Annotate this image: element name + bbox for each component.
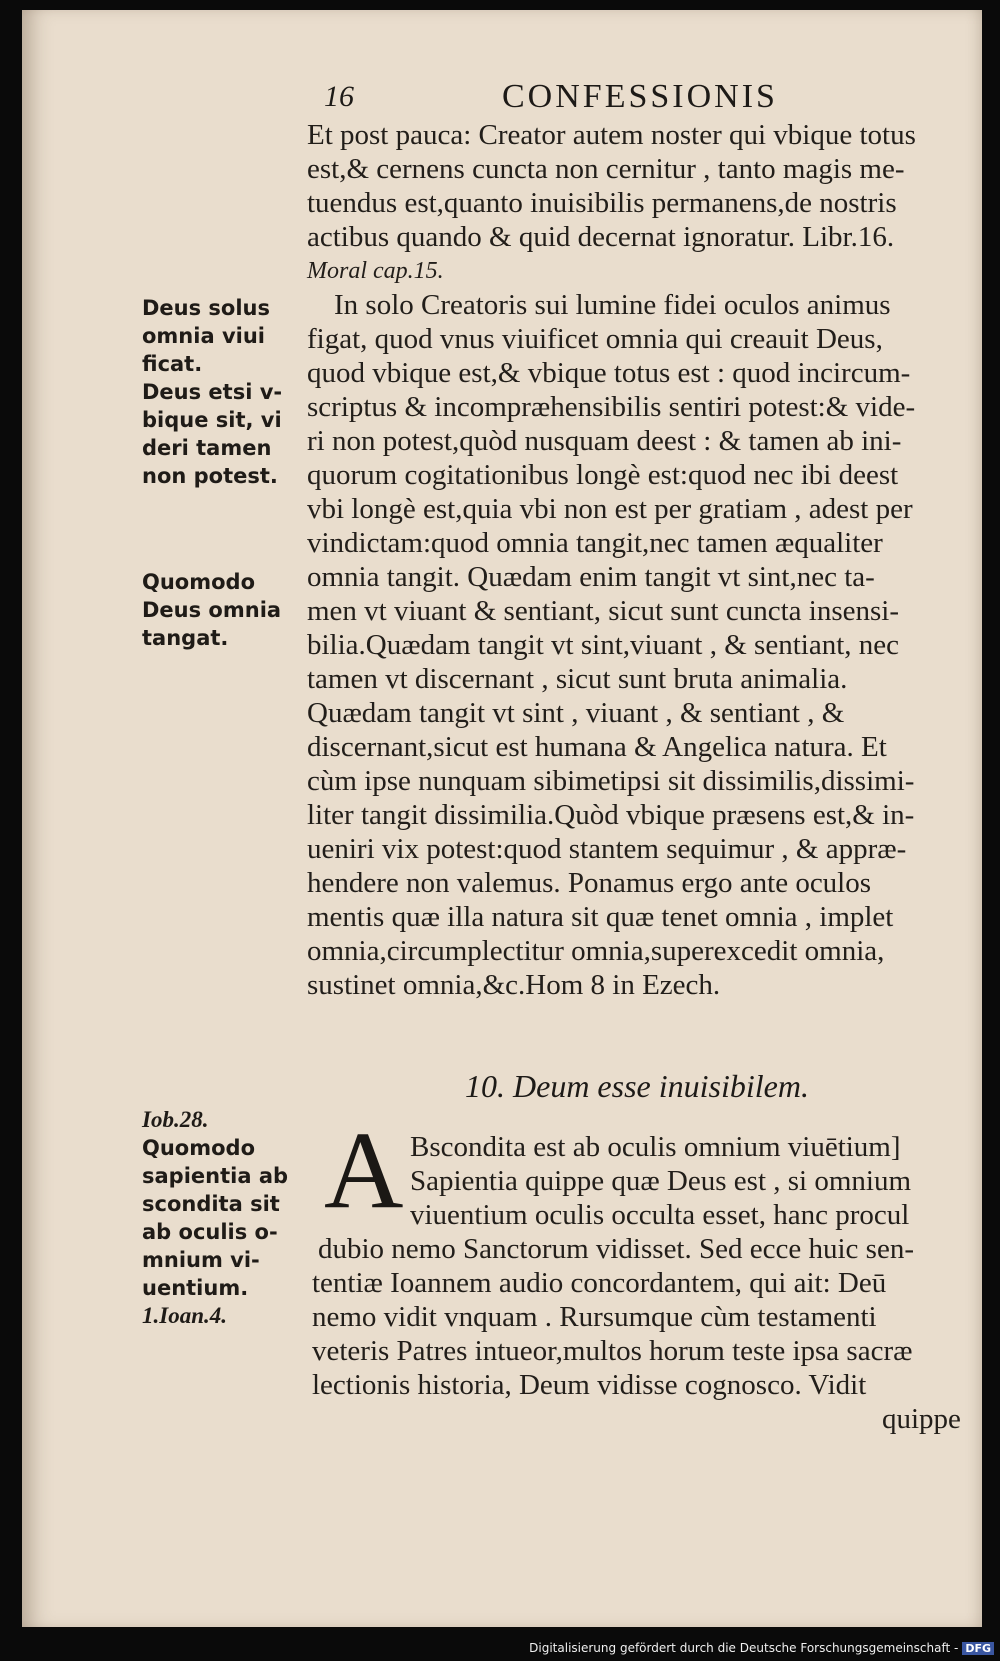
text-line: Moral cap.15. xyxy=(307,258,444,284)
page-number: 16 xyxy=(324,80,354,113)
text-line: omnia,circumplectitur omnia,superexcedit omnia, xyxy=(307,935,885,967)
digitization-credit xyxy=(529,1641,994,1655)
text-line: scriptus & incompræhensibilis sentiri potest:& vide- xyxy=(307,391,916,423)
margin-line: Deus solus xyxy=(142,296,271,320)
text-line: men vt viuant & sentiant, sicut sunt cuncta insensi- xyxy=(307,595,899,627)
text-line: nemo vidit vnquam . Rursumque cùm testamenti xyxy=(312,1301,877,1333)
text-line: quorum cogitationibus longè est:quod nec ibi deest xyxy=(307,459,899,491)
margin-line: ficat. xyxy=(142,352,203,376)
margin-line: ab oculis o- xyxy=(142,1220,278,1244)
text-line: discernant,sicut est humana & Angelica natura. Et xyxy=(307,731,887,763)
margin-line: scondita sit xyxy=(142,1192,280,1216)
margin-line: Deus omnia xyxy=(142,598,282,622)
main-text xyxy=(22,10,982,1627)
margin-line: Quomodo xyxy=(142,570,255,594)
text-line: quippe xyxy=(882,1403,961,1435)
text-line: cùm ipse nunquam sibimetipsi sit dissimilis,dissimi- xyxy=(307,765,915,797)
credit-text: Digitalisierung gefördert durch die Deutsche Forschungsgemeinschaft - xyxy=(529,1641,959,1655)
text-line: mentis quæ illa natura sit quæ tenet omnia , implet xyxy=(307,901,894,933)
text-line: veteris Patres intueor,multos horum teste ipsa sacræ xyxy=(312,1335,913,1367)
text-line: lectionis historia, Deum vidisse cognosco. Vidit xyxy=(312,1369,867,1401)
running-title: CONFESSIONIS xyxy=(502,78,778,115)
book-page xyxy=(22,10,982,1627)
text-line: Sapientia quippe quæ Deus est , si omnium xyxy=(410,1165,912,1197)
margin-line: non potest. xyxy=(142,464,278,488)
text-line: sustinet omnia,&c.Hom 8 in Ezech. xyxy=(307,969,721,1001)
margin-line: Quomodo xyxy=(142,1136,255,1160)
text-line: Et post pauca: Creator autem noster qui vbique totus xyxy=(307,119,916,151)
text-line: In solo Creatoris sui lumine fidei oculos animus xyxy=(334,289,891,321)
text-line: viuentium oculis occulta esset, hanc procul xyxy=(410,1199,910,1231)
text-line: liter tangit dissimilia.Quòd vbique præsens est,& in- xyxy=(307,799,915,831)
margin-line: deri tamen xyxy=(142,436,272,460)
text-line: omnia tangit. Quædam enim tangit vt sint,nec ta- xyxy=(307,561,875,593)
text-line: tuendus est,quanto inuisibilis permanens,de nostris xyxy=(307,187,897,219)
text-line: actibus quando & quid decernat ignoratur. Libr.16. xyxy=(307,221,895,253)
margin-line: mnium vi- xyxy=(142,1248,260,1272)
text-line: est,& cernens cuncta non cernitur , tanto magis me- xyxy=(307,153,905,185)
text-line: hendere non valemus. Ponamus ergo ante oculos xyxy=(307,867,872,899)
margin-line: uentium. xyxy=(142,1276,249,1300)
margin-line: sapientia ab xyxy=(142,1164,289,1188)
text-line: figat, quod vnus viuificet omnia qui creauit Deus, xyxy=(307,323,883,355)
text-line: dubio nemo Sanctorum vidisset. Sed ecce huic sen- xyxy=(318,1233,914,1265)
margin-line: tangat. xyxy=(142,626,229,650)
dfg-logo: DFG xyxy=(962,1642,994,1655)
text-line: vindictam:quod omnia tangit,nec tamen æqualiter xyxy=(307,527,883,559)
drop-cap: A xyxy=(324,1109,404,1231)
margin-line: Deus etsi v- xyxy=(142,380,283,404)
text-line: ueniri vix potest:quod stantem sequimur , & appræ- xyxy=(307,833,907,865)
margin-line: bique sit, vi xyxy=(142,408,282,432)
text-line: vbi longè est,quia vbi non est per gratiam , adest per xyxy=(307,493,913,525)
text-line: tamen vt discernant , sicut sunt bruta animalia. xyxy=(307,663,848,695)
margin-line: Iob.28. xyxy=(142,1107,209,1132)
text-line: ri non potest,quòd nusquam deest : & tamen ab ini- xyxy=(307,425,902,457)
text-line: tentiæ Ioannem audio concordantem, qui ait: Deū xyxy=(312,1267,887,1299)
text-line: quod vbique est,& vbique totus est : quod incircum- xyxy=(307,357,911,389)
margin-line: 1.Ioan.4. xyxy=(142,1303,227,1328)
text-line: Bscondita est ab oculis omnium viuētium] xyxy=(410,1131,901,1163)
margin-line: omnia viui xyxy=(142,324,265,348)
text-line: bilia.Quædam tangit vt sint,viuant , & sentiant, nec xyxy=(307,629,899,661)
section-heading: 10. Deum esse inuisibilem. xyxy=(465,1068,809,1104)
text-line: Quædam tangit vt sint , viuant , & sentiant , & xyxy=(307,697,845,729)
